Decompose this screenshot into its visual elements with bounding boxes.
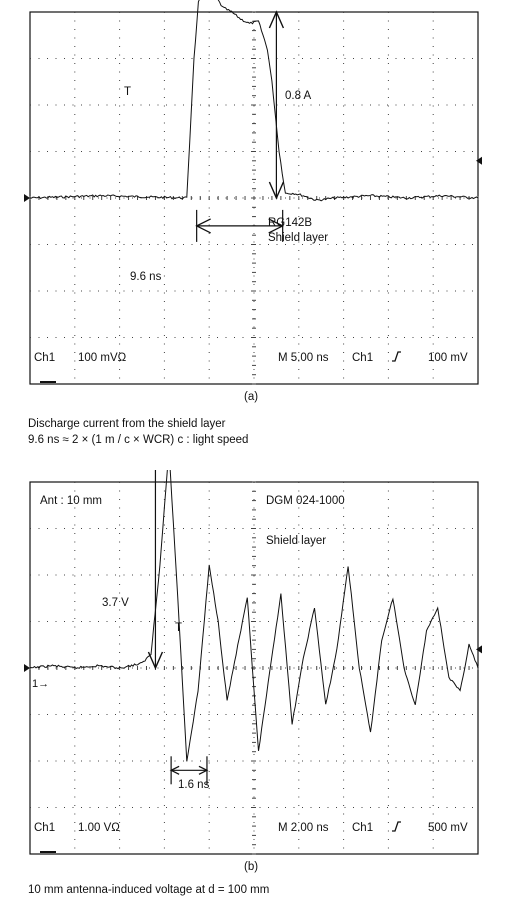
oscilloscope-plot-b	[0, 470, 515, 865]
annotation-text: RG142B	[268, 217, 313, 229]
status-line	[34, 822, 468, 852]
ground-marker	[24, 194, 30, 202]
trigger-level-marker	[476, 645, 482, 653]
annotation-text: Shield layer	[266, 535, 327, 547]
trace-line	[30, 470, 478, 761]
annotation-width-label: 9.6 ns	[130, 271, 162, 283]
panel-letter-b: (b)	[244, 861, 259, 873]
status-channel: Ch1	[34, 352, 56, 364]
oscilloscope-plot-a	[0, 0, 515, 395]
channel-marker: 1→	[32, 678, 50, 690]
annotations	[32, 470, 345, 791]
caption-b-line-1: 10 mm antenna-induced voltage at d = 100 mm	[28, 884, 270, 896]
annotation-text: DGM 024-1000	[266, 495, 345, 507]
annotation-text: Ant : 10 mm	[40, 495, 102, 507]
caption-a-line-1: Discharge current from the shield layer	[28, 418, 226, 430]
annotation-amplitude-label: 0.8 A	[285, 90, 312, 102]
trigger-slope-icon	[392, 352, 401, 361]
status-timebase: M 5.00 ns	[278, 352, 329, 364]
panel-letter-a: (a)	[244, 391, 259, 403]
caption-a-line-2: 9.6 ns ≈ 2 × (1 m / c × WCR) c : light speed	[28, 434, 249, 446]
status-vertical-scale: 100 mVΩ	[78, 352, 127, 364]
annotation-width-label: 1.6 ns	[178, 779, 210, 791]
status-trigger-level: 100 mV	[428, 352, 468, 364]
trace-marker: T	[124, 86, 132, 98]
trace-marker: T	[175, 622, 183, 634]
status-timebase: M 2.00 ns	[278, 822, 329, 834]
status-trigger-level: 500 mV	[428, 822, 468, 834]
status-channel: Ch1	[34, 822, 56, 834]
grid	[24, 482, 482, 854]
ground-marker	[24, 664, 30, 672]
annotation-text: Shield layer	[268, 232, 329, 244]
trigger-level-marker	[476, 157, 482, 165]
annotations	[124, 12, 328, 283]
status-vertical-scale: 1.00 VΩ	[78, 822, 120, 834]
annotation-amplitude-label: 3.7 V	[102, 597, 129, 609]
status-trigger-channel: Ch1	[352, 822, 374, 834]
trigger-slope-icon	[392, 822, 401, 831]
status-trigger-channel: Ch1	[352, 352, 374, 364]
status-line	[34, 352, 468, 382]
